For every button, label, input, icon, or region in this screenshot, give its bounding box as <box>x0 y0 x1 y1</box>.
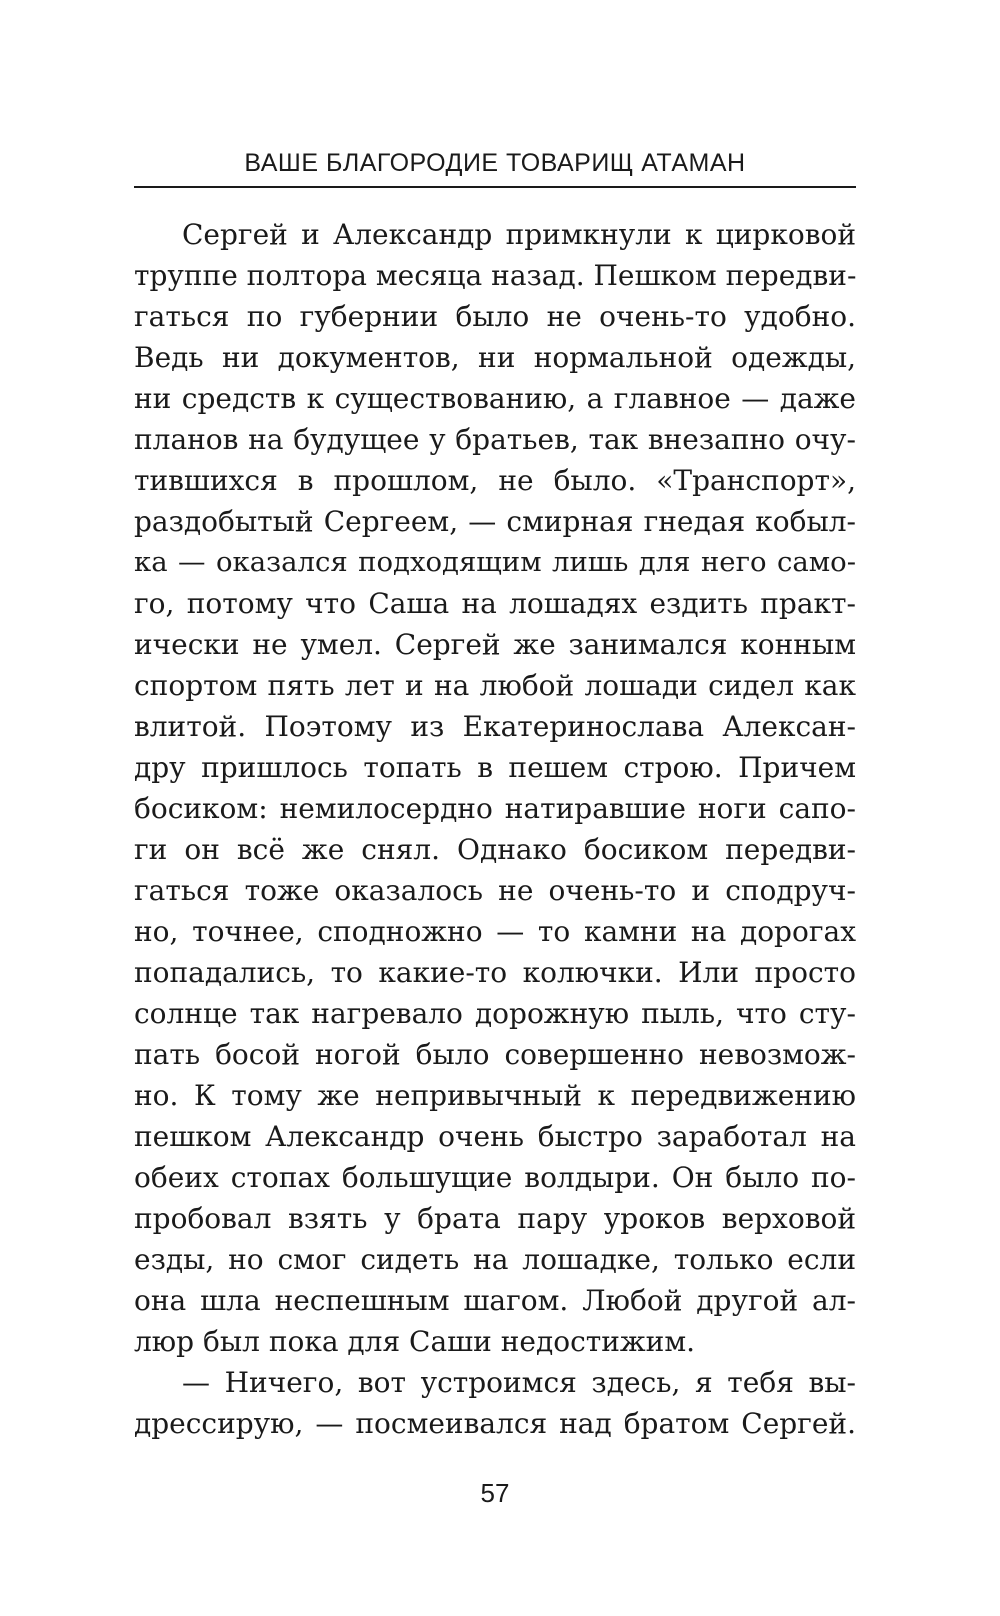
text-line: гаться тоже оказалось не очень-то и сподруч- <box>134 874 856 907</box>
text-line: раздобытый Сергеем, — смирная гнедая кобыл- <box>134 505 856 538</box>
text-line: дру пришлось топать в пешем строю. Причем <box>134 751 856 784</box>
text-line: ически не умел. Сергей же занимался конным <box>134 628 856 661</box>
text-line: пробовал взять у брата пару уроков верховой <box>134 1202 856 1235</box>
text-line: но. К тому же непривычный к передвижению <box>134 1079 856 1112</box>
text-line: гаться по губернии было не очень-то удобно. <box>134 300 856 333</box>
text-line: езды, но смог сидеть на лошадке, только если <box>134 1243 856 1276</box>
text-line: — Ничего, вот устроимся здесь, я тебя вы- <box>182 1366 856 1399</box>
text-line: босиком: немилосердно натиравшие ноги сапо- <box>134 792 856 825</box>
body-text <box>134 214 856 1444</box>
text-line: солнце так нагревало дорожную пыль, что сту- <box>134 997 856 1030</box>
text-line: ги он всё же снял. Однако босиком передви- <box>134 833 856 866</box>
text-line: ка — оказался подходящим лишь для него само- <box>134 546 856 578</box>
text-line: влитой. Поэтому из Екатеринослава Алексан- <box>134 710 856 743</box>
text-line: обеих стопах большущие волдыри. Он было по- <box>134 1161 856 1194</box>
text-line: труппе полтора месяца назад. Пешком передви- <box>134 259 856 292</box>
text-line: попадались, то какие-то колючки. Или просто <box>134 956 856 989</box>
running-header: ВАШЕ БЛАГОРОДИЕ ТОВАРИЩ АТАМАН <box>244 149 746 177</box>
page-number: 57 <box>480 1478 510 1508</box>
text-line: планов на будущее у братьев, так внезапно очу- <box>134 423 856 456</box>
text-line: тившихся в прошлом, не было. «Транспорт», <box>134 464 856 497</box>
text-line: люр был пока для Саши недостижим. <box>134 1325 695 1358</box>
text-line: но, точнее, сподножно — то камни на дорогах <box>134 915 856 948</box>
text-line: спортом пять лет и на любой лошади сидел как <box>134 669 856 702</box>
text-line: пешком Александр очень быстро заработал на <box>134 1120 856 1153</box>
text-line: она шла неспешным шагом. Любой другой ал- <box>134 1284 856 1317</box>
header-rule <box>134 186 856 188</box>
text-line: дрессирую, — посмеивался над братом Сергей. <box>134 1407 856 1440</box>
text-line: го, потому что Саша на лошадях ездить практ- <box>134 587 856 620</box>
text-line: Ведь ни документов, ни нормальной одежды, <box>134 341 856 374</box>
text-line: Сергей и Александр примкнули к цирковой <box>182 218 856 251</box>
text-line: пать босой ногой было совершенно невозмож- <box>134 1038 856 1071</box>
text-line: ни средств к существованию, а главное — даже <box>134 382 856 415</box>
